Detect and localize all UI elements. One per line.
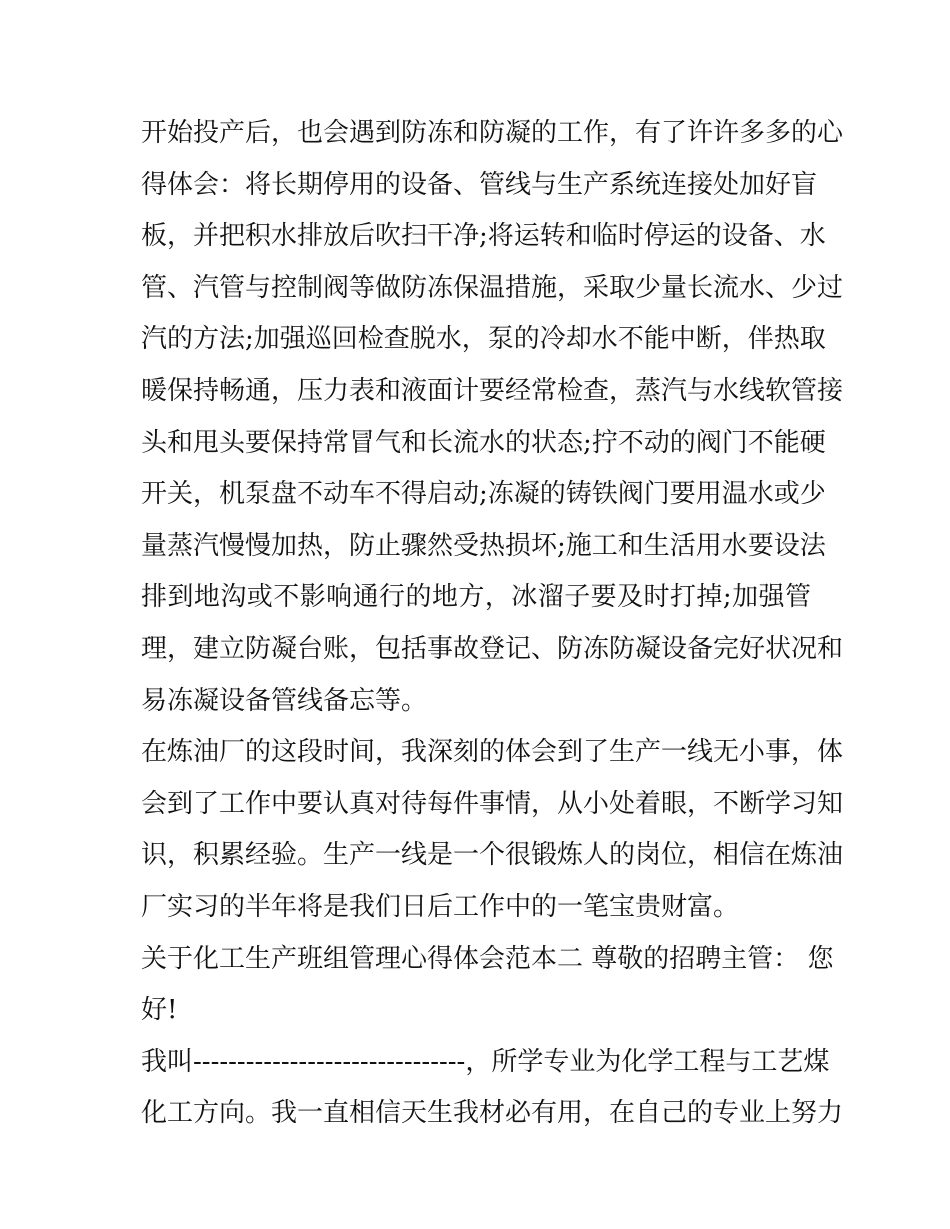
text-line: 关于化工生产班组管理心得体会范本二 尊敬的招聘主管： 您: [141, 943, 834, 974]
text-line: 在炼油厂的这段时间，我深刻的体会到了生产一线无小事，体: [141, 737, 844, 768]
document-body: [141, 108, 844, 1140]
text-line: 暖保持畅通，压力表和液面计要经常检查，蒸汽与水线软管接: [141, 375, 844, 406]
text-line: 汽的方法;加强巡回检查脱水，泵的冷却水不能中断，伴热取: [141, 324, 826, 355]
text-line: 我叫-------------------------------，所学专业为化学工程与工艺煤: [141, 1046, 830, 1077]
text-line: 头和甩头要保持常冒气和长流水的状态;拧不动的阀门不能硬: [141, 427, 826, 458]
text-line: 理，建立防凝台账，包括事故登记、防冻防凝设备完好状况和: [141, 633, 844, 664]
text-line: 识，积累经验。生产一线是一个很锻炼人的岗位，相信在炼油: [141, 840, 844, 871]
text-line: 开关，机泵盘不动车不得启动;冻凝的铸铁阀门要用温水或少: [141, 479, 826, 510]
text-line: 厂实习的半年将是我们日后工作中的一笔宝贵财富。: [141, 891, 740, 922]
text-line: 化工方向。我一直相信天生我材必有用，在自己的专业上努力: [141, 1098, 844, 1129]
text-line: 管、汽管与控制阀等做防冻保温措施，采取少量长流水、少过: [141, 272, 844, 303]
text-line: 得体会：将长期停用的设备、管线与生产系统连接处加好盲: [141, 169, 818, 200]
text-line: 好!: [141, 995, 178, 1026]
text-line: 板，并把积水排放后吹扫干净;将运转和临时停运的设备、水: [141, 221, 826, 252]
text-line: 易冻凝设备管线备忘等。: [141, 685, 428, 716]
text-line: 会到了工作中要认真对待每件事情，从小处着眼，不断学习知: [141, 788, 844, 819]
text-line: 开始投产后，也会遇到防冻和防凝的工作，有了许许多多的心: [141, 118, 844, 148]
text-line: 排到地沟或不影响通行的地方，冰溜子要及时打掉;加强管: [141, 582, 811, 613]
text-line: 量蒸汽慢慢加热，防止骤然受热损坏;施工和生活用水要设法: [141, 530, 826, 561]
